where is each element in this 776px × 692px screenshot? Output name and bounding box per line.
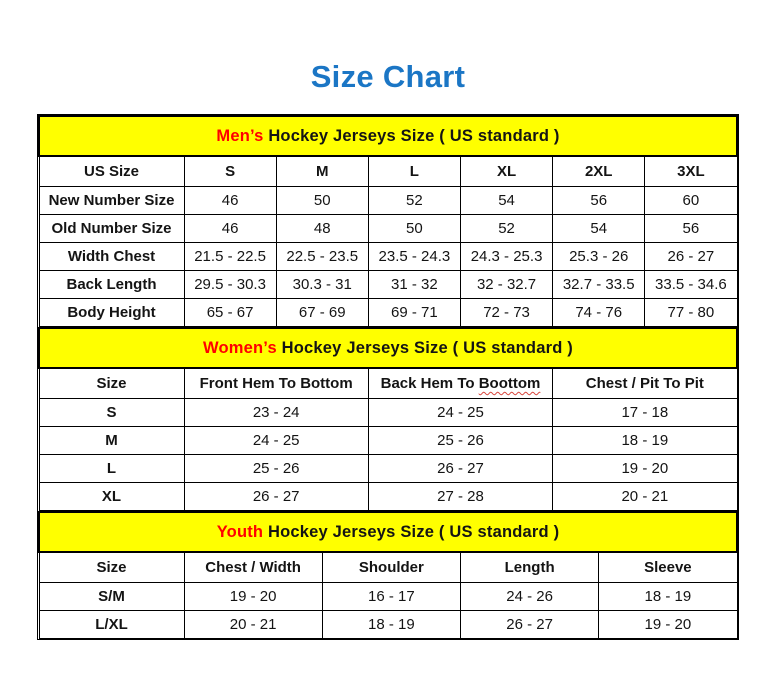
value-cell: 60 — [645, 187, 737, 215]
value-cell: 30.3 - 31 — [276, 271, 368, 299]
table-row — [39, 243, 737, 271]
value-cell: 46 — [184, 215, 276, 243]
value-cell: 18 - 19 — [553, 427, 737, 455]
value-cell: 52 — [368, 187, 460, 215]
value-cell: 77 - 80 — [645, 299, 737, 327]
page-title: Size Chart — [310, 59, 466, 94]
column-header-cell: US Size — [39, 156, 184, 187]
value-cell: 16 - 17 — [322, 583, 460, 611]
row-label-cell: Body Height — [39, 299, 184, 327]
row-label-cell: L — [39, 455, 184, 483]
value-cell: 67 - 69 — [276, 299, 368, 327]
column-header-cell: Front Hem To Bottom — [184, 368, 368, 399]
value-cell: 25 - 26 — [184, 455, 368, 483]
value-cell: 24 - 25 — [368, 399, 552, 427]
column-header-row — [39, 156, 737, 187]
value-cell: 50 — [276, 187, 368, 215]
column-header-cell: L — [368, 156, 460, 187]
table-row — [39, 583, 737, 611]
row-label-cell: M — [39, 427, 184, 455]
section-accent-label: Youth — [216, 522, 264, 541]
value-cell: 25.3 - 26 — [553, 243, 645, 271]
section-header-cell — [39, 116, 737, 156]
value-cell: 19 - 20 — [553, 455, 737, 483]
column-header-cell: Chest / Pit To Pit — [553, 368, 737, 399]
row-label-cell: Old Number Size — [39, 215, 184, 243]
value-cell: 25 - 26 — [368, 427, 552, 455]
section-title-label: Hockey Jerseys Size ( US standard ) — [263, 126, 560, 145]
value-cell: 20 - 21 — [184, 611, 322, 639]
value-cell: 69 - 71 — [368, 299, 460, 327]
column-header-cell: Size — [39, 552, 184, 583]
value-cell: 26 - 27 — [368, 455, 552, 483]
value-cell: 26 - 27 — [461, 611, 599, 639]
table-row — [39, 399, 737, 427]
value-cell: 52 — [460, 215, 552, 243]
table-row — [39, 455, 737, 483]
value-cell: 65 - 67 — [184, 299, 276, 327]
value-cell: 48 — [276, 215, 368, 243]
section-accent-label: Men’s — [216, 126, 264, 145]
table-row — [39, 299, 737, 327]
value-cell: 50 — [368, 215, 460, 243]
value-cell: 20 - 21 — [553, 483, 737, 511]
value-cell: 22.5 - 23.5 — [276, 243, 368, 271]
value-cell: 19 - 20 — [599, 611, 737, 639]
value-cell: 32 - 32.7 — [460, 271, 552, 299]
section-accent-label: Women’s — [203, 338, 277, 357]
value-cell: 46 — [184, 187, 276, 215]
column-header-cell: M — [276, 156, 368, 187]
section-header-cell — [39, 328, 737, 368]
value-cell: 21.5 - 22.5 — [184, 243, 276, 271]
value-cell: 23.5 - 24.3 — [368, 243, 460, 271]
table-row — [39, 483, 737, 511]
value-cell: 26 - 27 — [184, 483, 368, 511]
column-header-cell: Shoulder — [322, 552, 460, 583]
value-cell: 29.5 - 30.3 — [184, 271, 276, 299]
size-table-youth — [38, 511, 738, 639]
section-title-label: Hockey Jerseys Size ( US standard ) — [263, 522, 560, 541]
section-header-row — [39, 328, 737, 368]
value-cell: 18 - 19 — [322, 611, 460, 639]
value-cell: 72 - 73 — [460, 299, 552, 327]
column-header-row — [39, 552, 737, 583]
column-header-cell: Chest / Width — [184, 552, 322, 583]
value-cell: 26 - 27 — [645, 243, 737, 271]
value-cell: 54 — [553, 215, 645, 243]
column-header-cell: 3XL — [645, 156, 737, 187]
value-cell: 19 - 20 — [184, 583, 322, 611]
value-cell: 32.7 - 33.5 — [553, 271, 645, 299]
row-label-cell: Back Length — [39, 271, 184, 299]
section-header-row — [39, 116, 737, 156]
size-table-mens — [38, 115, 738, 327]
misspelled-word: Boottom — [478, 375, 541, 393]
value-cell: 31 - 32 — [368, 271, 460, 299]
value-cell: 27 - 28 — [368, 483, 552, 511]
value-cell: 18 - 19 — [599, 583, 737, 611]
column-header-cell: Size — [39, 368, 184, 399]
column-header-cell: 2XL — [553, 156, 645, 187]
column-header-cell: Sleeve — [599, 552, 737, 583]
value-cell: 24.3 - 25.3 — [460, 243, 552, 271]
table-row — [39, 427, 737, 455]
value-cell: 74 - 76 — [553, 299, 645, 327]
column-header-cell: S — [184, 156, 276, 187]
value-cell: 54 — [460, 187, 552, 215]
value-cell: 56 — [645, 215, 737, 243]
size-table-womens — [38, 327, 738, 511]
column-header-cell: XL — [460, 156, 552, 187]
row-label-cell: S — [39, 399, 184, 427]
table-row — [39, 611, 737, 639]
value-cell: 33.5 - 34.6 — [645, 271, 737, 299]
value-cell: 23 - 24 — [184, 399, 368, 427]
row-label-cell: Width Chest — [39, 243, 184, 271]
table-row — [39, 215, 737, 243]
table-row — [39, 271, 737, 299]
value-cell: 17 - 18 — [553, 399, 737, 427]
value-cell: 24 - 26 — [461, 583, 599, 611]
value-cell: 24 - 25 — [184, 427, 368, 455]
section-header-row — [39, 512, 737, 552]
row-label-cell: L/XL — [39, 611, 184, 639]
size-chart-tables — [37, 114, 739, 640]
column-header-cell: Back Hem To Boottom — [368, 368, 552, 399]
row-label-cell: XL — [39, 483, 184, 511]
table-row — [39, 187, 737, 215]
value-cell: 56 — [553, 187, 645, 215]
section-title-label: Hockey Jerseys Size ( US standard ) — [276, 338, 573, 357]
row-label-cell: New Number Size — [39, 187, 184, 215]
section-header-cell — [39, 512, 737, 552]
row-label-cell: S/M — [39, 583, 184, 611]
column-header-cell: Length — [461, 552, 599, 583]
column-header-row — [39, 368, 737, 399]
